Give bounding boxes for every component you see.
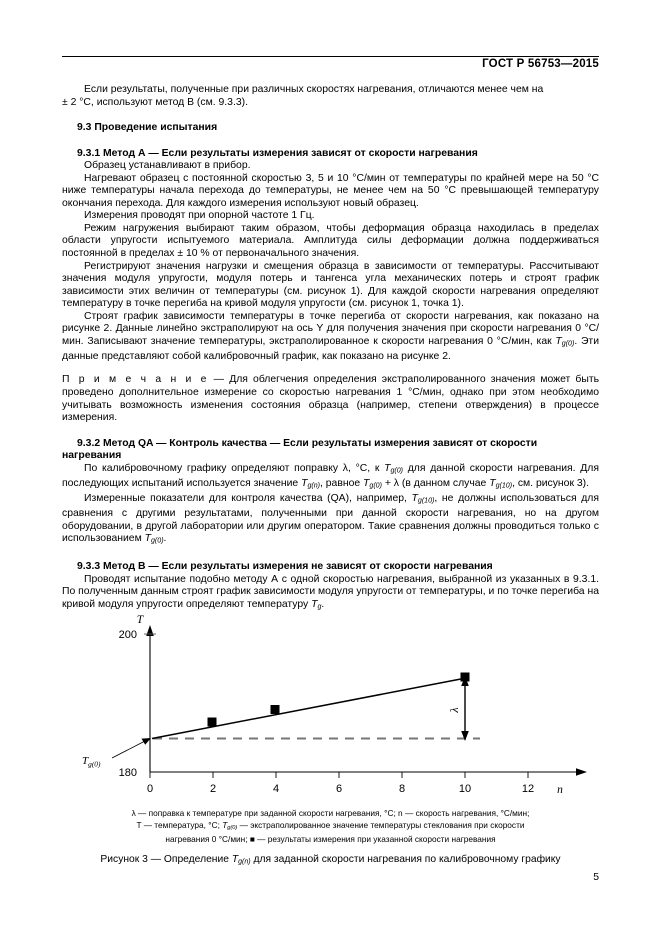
paragraph-931-6: Строят график зависимости температуры в точке перегиба от скорости нагревания, как показано на рисунке 2. Данные линейно экстраполируют на ось Y для получения значения при скорости нагревания 0 °C/мин. Записывают значение температуры, экстраполированное к скорости нагревания 0 °C/мин, как $T_{g(0)}$. Эти данные представляют собой калибровочный график, как показано на рисунке 2. bbox=[62, 310, 599, 362]
paragraph-intro: Если результаты, полученные при различных скоростях нагревания, отличаются менее чем на bbox=[84, 84, 544, 95]
figure-legend-line-1: λ — поправка к температуре при заданной скорости нагревания, °C; n — скорость нагревания, °C/мин; bbox=[131, 808, 530, 818]
x-tick-label-4: 4 bbox=[272, 783, 280, 795]
symbol-tg0: $T_{g(0)}$ bbox=[384, 462, 404, 475]
symbol-tg0: $T_{g(0)}$ bbox=[555, 335, 575, 348]
y-axis-label: T bbox=[136, 614, 144, 626]
figure-caption: Рисунок 3 — Определение $T_{g(n)}$ для заданной скорости нагревания по калибровочному графику bbox=[100, 854, 561, 866]
document-body bbox=[62, 84, 599, 614]
x-tick-label-2: 2 bbox=[209, 783, 217, 795]
page-header-standard-number: ГОСТ Р 56753—2015 bbox=[482, 58, 599, 70]
calibration-chart bbox=[62, 612, 599, 802]
note-block bbox=[62, 374, 599, 424]
heading-9-3-1: 9.3.1 Метод А — Если результаты измерения зависят от скорости нагревания bbox=[77, 147, 478, 159]
paragraph-931-4: Режим нагружения выбирают таким образом, чтобы деформация образца находилась в пределах области упругости испытуемого материала. Амплитуда силы деформации должна поддерживаться постоянной в пределах ± 10 % от первоначального значения. bbox=[62, 222, 599, 260]
symbol-tg: $T_g$ bbox=[311, 598, 322, 611]
symbol-tgn: $T_{g(n)}$ bbox=[301, 477, 320, 490]
note-label: П р и м е ч а н и е bbox=[62, 374, 209, 386]
paragraph-932-2: Измеренные показатели для контроля качества (QA), например, $T_{g(10)}$, не должны использоваться для сравнения с другими результатами, полученными при данной скорости нагревания, но на другом оборудовании, в другой лаборатории или другим оператором. Такие сравнения должны проводиться только с использованием $T_{g(0)}$. bbox=[62, 492, 599, 545]
heading-9-3-2: 9.3.2 Метод QA — Контроль качества — Если результаты измерения зависят от скорости нагревания bbox=[62, 437, 538, 462]
x-tick-label-6: 6 bbox=[335, 783, 343, 795]
symbol-tgn: $T_{g(n)}$ bbox=[231, 854, 251, 866]
figure-legend bbox=[72, 808, 589, 846]
heading-9-3-3: 9.3.3 Метод В — Если результаты измерения не зависят от скорости нагревания bbox=[77, 561, 493, 573]
data-point-marker bbox=[208, 718, 217, 727]
y-tick-label-200: 200 bbox=[118, 629, 137, 641]
x-axis-label: n bbox=[557, 784, 563, 796]
heading-9-3: 9.3 Проведение испытания bbox=[77, 122, 218, 134]
paragraph-931-1: Образец устанавливают в прибор. bbox=[84, 160, 251, 172]
x-tick-label-0: 0 bbox=[146, 783, 154, 795]
note-text: — Для облегчения определения экстраполированного значения может быть проведено дополнительное измерение со скоростью нагревания 1 °C/мин, однако при этом необходимо учитывать возможность изменения состояния образца (например, степени отверждения) в процессе измерения. bbox=[62, 374, 599, 424]
page-number: 5 bbox=[593, 872, 599, 883]
symbol-tg0: $T_{g(0)}$ bbox=[222, 819, 238, 831]
x-tick-label-10: 10 bbox=[458, 783, 472, 795]
paragraph-933-1: Проводят испытание подобно методу А с одной скоростью нагревания, выбранной из указанных в 9.3.1. По полученным данным строят график зависимости модуля упругости от температуры, и по точке перегиба на кривой модуля упругости определяют температуру $T_g$. bbox=[62, 573, 599, 611]
figure-legend-line-2: T — температура, °C; $T_{g(0)}$ — экстраполированное значение температуры стеклования при скорости bbox=[136, 819, 525, 831]
paragraph-931-3: Измерения проводят при опорной частоте 1 Гц. bbox=[84, 210, 315, 222]
x-axis-arrow bbox=[576, 768, 587, 775]
symbol-tg0: $T_{g(0)}$ bbox=[144, 533, 164, 545]
data-point-marker bbox=[271, 705, 280, 714]
lambda-annotation-label: λ bbox=[447, 707, 461, 713]
paragraph-931-5: Регистрируют значения нагрузки и смещения образца в зависимости от температуры. Рассчитывают значения модуля упругости, модуля потерь и тангенса угла механических потерь и строят график зависимости этих величин от температуры (см. рисунок 1). Для каждой скорости нагревания определяют температуру в точке перегиба на кривой модуля упругости (см. рисунок 1, точка 1). bbox=[62, 260, 599, 310]
symbol-tg10: $T_{g(10)}$ bbox=[411, 492, 435, 505]
symbol-tg0: $T_{g(0)}$ bbox=[363, 477, 382, 490]
x-tick-label-12: 12 bbox=[521, 783, 535, 795]
tg0-leader-line bbox=[112, 741, 145, 758]
paragraph-931-2: Нагревают образец с постоянной скоростью 3, 5 и 10 °C/мин от температуры по крайней мере на 50 °C ниже температуры начала перехода до температуры, не менее чем на 50 °C превышающей температуру окончания перехода. Для каждого измерения используют новый образец. bbox=[62, 172, 599, 209]
symbol-tg10: $T_{g(10)}$ bbox=[489, 477, 513, 490]
figure-3 bbox=[62, 612, 599, 912]
header-rule bbox=[62, 56, 599, 57]
paragraph-932-1: По калибровочному графику определяют поправку λ, °C, к $T_{g(0)}$ для данной скорости нагревания. Для последующих испытаний используется значение $T_{g(n)}$, равное $T_{g(0)} + \lambda$ (в данном случае $T_{g(10)}$, см. рисунок 3). bbox=[62, 462, 599, 490]
paragraph-intro-cont: ± 2 °C, используют метод В (см. 9.3.3). bbox=[62, 96, 248, 108]
x-tick-label-8: 8 bbox=[398, 783, 406, 795]
figure-legend-line-3: нагревания 0 °C/мин; ■ — результаты измерения при указанной скорости нагревания bbox=[165, 834, 496, 845]
y-tick-label-180: 180 bbox=[118, 767, 137, 779]
calibration-regression-line bbox=[152, 678, 466, 739]
tg0-annotation-label: $T_{g(0)}$ bbox=[82, 755, 101, 769]
